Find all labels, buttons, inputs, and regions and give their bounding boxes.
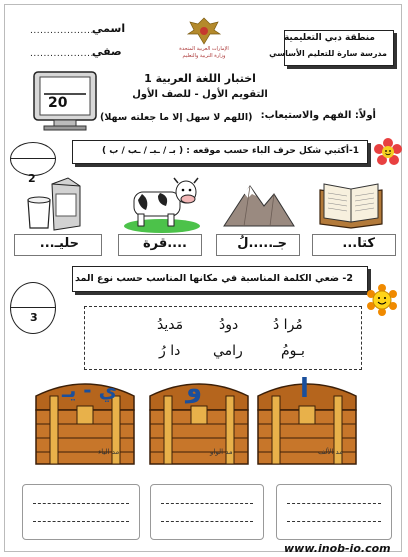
emblem-text-2: وزارة التربية والتعليم — [182, 53, 226, 59]
word-bum: بـومُ — [281, 343, 305, 359]
class-label: صفي — [92, 45, 122, 58]
chest-letter-waw: و — [186, 374, 203, 404]
footer-url[interactable]: www.inob-io.com — [284, 542, 391, 555]
smiley-sun-icon — [366, 284, 398, 316]
milk-icon — [24, 176, 84, 232]
prayer-line: (اللهم لا سهل إلا ما جعلته سهلا) — [100, 112, 253, 123]
school-line2: مدرسة سارة للتعليم الأساسي — [269, 49, 387, 58]
writing-box-waw[interactable] — [150, 484, 264, 540]
chest-label-alif: مد الألف — [318, 448, 343, 456]
answer-box-book[interactable] — [312, 234, 396, 256]
q2-score: 3 — [30, 311, 38, 324]
word-madid: مَديدُ — [157, 317, 184, 333]
exam-subtitle: التقويم الأول - للصف الأول — [132, 89, 268, 100]
answer-box-cow[interactable] — [118, 234, 202, 256]
q2-score-circle — [10, 282, 56, 334]
uae-emblem-icon — [184, 16, 224, 46]
writing-box-ya[interactable] — [22, 484, 140, 540]
chest-letter-ya: ي - يـ — [62, 378, 117, 402]
class-dots[interactable]: .................... — [30, 49, 98, 59]
name-dots[interactable]: .................... — [30, 26, 98, 36]
total-score: 20 — [48, 95, 68, 111]
question1-text: 1-أكتبي شكل حرف الباء حسب موقعه : ( بـ / ـبـ / ـب / ب ) — [102, 146, 359, 156]
question1-box — [72, 140, 368, 164]
q1-score-circle — [10, 142, 56, 176]
school-line1: منطقة دبي التعليمية — [283, 33, 375, 43]
answer-cow: ....قرة — [142, 236, 187, 251]
section1-heading: أولاً: الفهم والاستيعاب: — [260, 110, 376, 121]
word-dar: دا رُ — [159, 343, 181, 359]
name-label: اسمي — [92, 22, 126, 35]
chest-label-waw: مد الواو — [210, 448, 233, 456]
word-dud: دودُ — [219, 317, 239, 333]
school-box — [269, 30, 394, 66]
answer-box-milk[interactable] — [14, 234, 102, 256]
book-icon — [316, 176, 386, 230]
word-rami: رامي — [213, 343, 243, 359]
answer-box-mountain[interactable] — [216, 234, 300, 256]
question2-box — [72, 266, 368, 292]
mountain-icon — [222, 180, 296, 228]
writing-box-alif[interactable] — [276, 484, 392, 540]
chest-label-ya: مد الياء — [98, 448, 120, 456]
word-murad: مُرا دُ — [273, 317, 303, 333]
q1-score: 2 — [28, 172, 36, 185]
answer-mountain: جـ.....لُ — [237, 236, 287, 251]
answer-book: كتا... — [342, 236, 375, 251]
answer-milk: حليـ... — [39, 236, 79, 251]
question2-text: 2- ضعي الكلمة المناسبة في مكانها المناسب حسب نوع المد — [75, 273, 353, 284]
chest-letter-alif: ا — [300, 374, 309, 404]
emblem-text-1: الإمارات العربية المتحدة — [179, 46, 229, 52]
flower-icon — [374, 138, 402, 166]
exam-title: اختبار اللغة العربية 1 — [144, 72, 256, 85]
words-box — [84, 306, 362, 370]
cow-icon — [120, 174, 204, 234]
